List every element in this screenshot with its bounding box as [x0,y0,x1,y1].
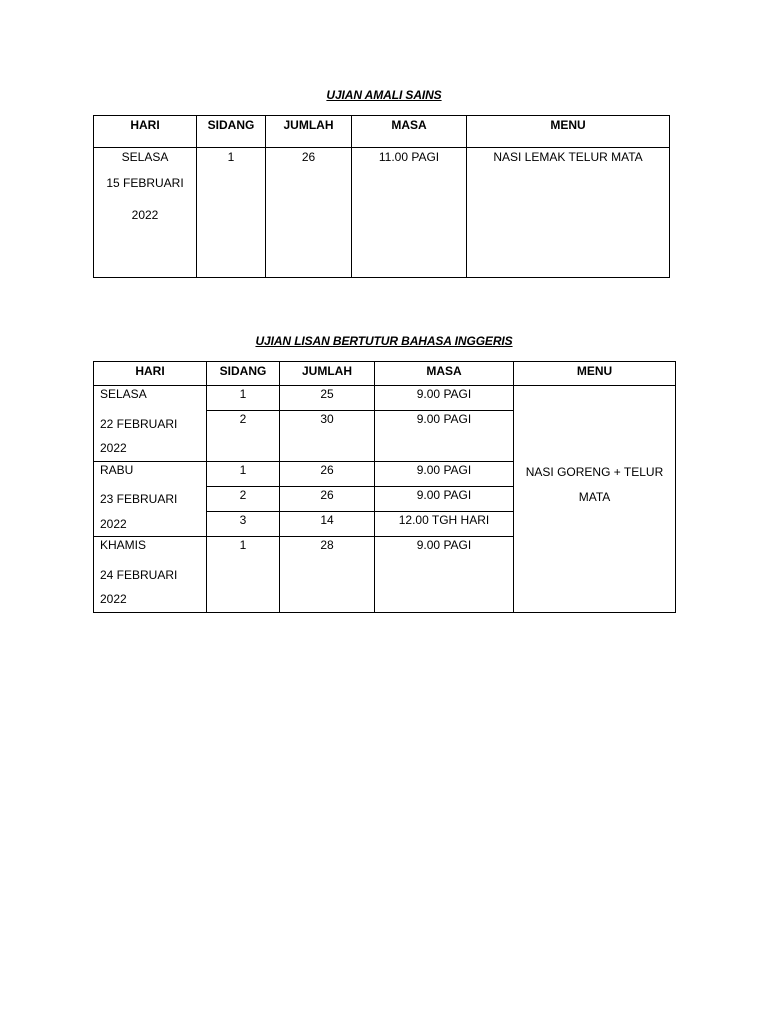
day-year: 2022 [131,208,159,222]
cell-jumlah: 26 [280,486,375,511]
cell-masa: 9.00 PAGI [375,461,514,486]
table-header-row [94,116,670,148]
table-row [94,386,676,411]
day-date: 15 FEBRUARI [106,176,184,190]
header-sidang: SIDANG [197,116,266,148]
cell-jumlah: 30 [280,410,375,461]
cell-hari-khamis [94,537,207,613]
table2-title: UJIAN LISAN BERTUTUR BAHASA INGGERIS [255,334,513,348]
lisan-bertutur-table [93,361,676,613]
table-row [94,148,670,278]
day-year: 2022 [100,516,127,531]
cell-hari-selasa [94,386,207,462]
cell-jumlah: 28 [280,537,375,613]
cell-sidang: 1 [197,148,266,278]
cell-jumlah: 14 [280,511,375,536]
amali-sains-table [93,115,670,278]
day-name: SELASA [121,150,169,164]
cell-hari-rabu [94,461,207,537]
day-date: 24 FEBRUARI [100,567,178,582]
menu-line-1: NASI GORENG + TELUR [525,465,664,479]
header-menu: MENU [467,116,670,148]
cell-sidang: 2 [207,486,280,511]
cell-masa: 9.00 PAGI [375,486,514,511]
day-name: RABU [100,462,134,477]
day-year: 2022 [100,592,127,606]
cell-jumlah: 25 [280,386,375,411]
cell-masa: 11.00 PAGI [352,148,467,278]
cell-menu: NASI LEMAK TELUR MATA [467,148,670,278]
header-jumlah: JUMLAH [280,362,375,386]
cell-jumlah: 26 [266,148,352,278]
table1-title: UJIAN AMALI SAINS [326,88,442,102]
cell-sidang: 1 [207,461,280,486]
header-hari: HARI [94,116,197,148]
cell-masa: 9.00 PAGI [375,386,514,411]
cell-hari [94,148,197,278]
header-sidang: SIDANG [207,362,280,386]
cell-jumlah: 26 [280,461,375,486]
header-hari: HARI [94,362,207,386]
day-date: 23 FEBRUARI [100,492,178,506]
cell-sidang: 3 [207,511,280,536]
header-menu: MENU [514,362,676,386]
day-year: 2022 [100,441,127,455]
cell-sidang: 2 [207,410,280,461]
header-masa: MASA [375,362,514,386]
table-header-row [94,362,676,386]
day-name: SELASA [100,387,147,401]
cell-masa: 9.00 PAGI [375,410,514,461]
cell-masa: 9.00 PAGI [375,537,514,613]
cell-menu [514,386,676,613]
cell-sidang: 1 [207,537,280,613]
cell-sidang: 1 [207,386,280,411]
menu-line-2: MATA [578,489,611,504]
header-jumlah: JUMLAH [266,116,352,148]
day-date: 22 FEBRUARI [100,416,178,431]
header-masa: MASA [352,116,467,148]
day-name: KHAMIS [100,538,147,552]
cell-masa: 12.00 TGH HARI [375,511,514,536]
